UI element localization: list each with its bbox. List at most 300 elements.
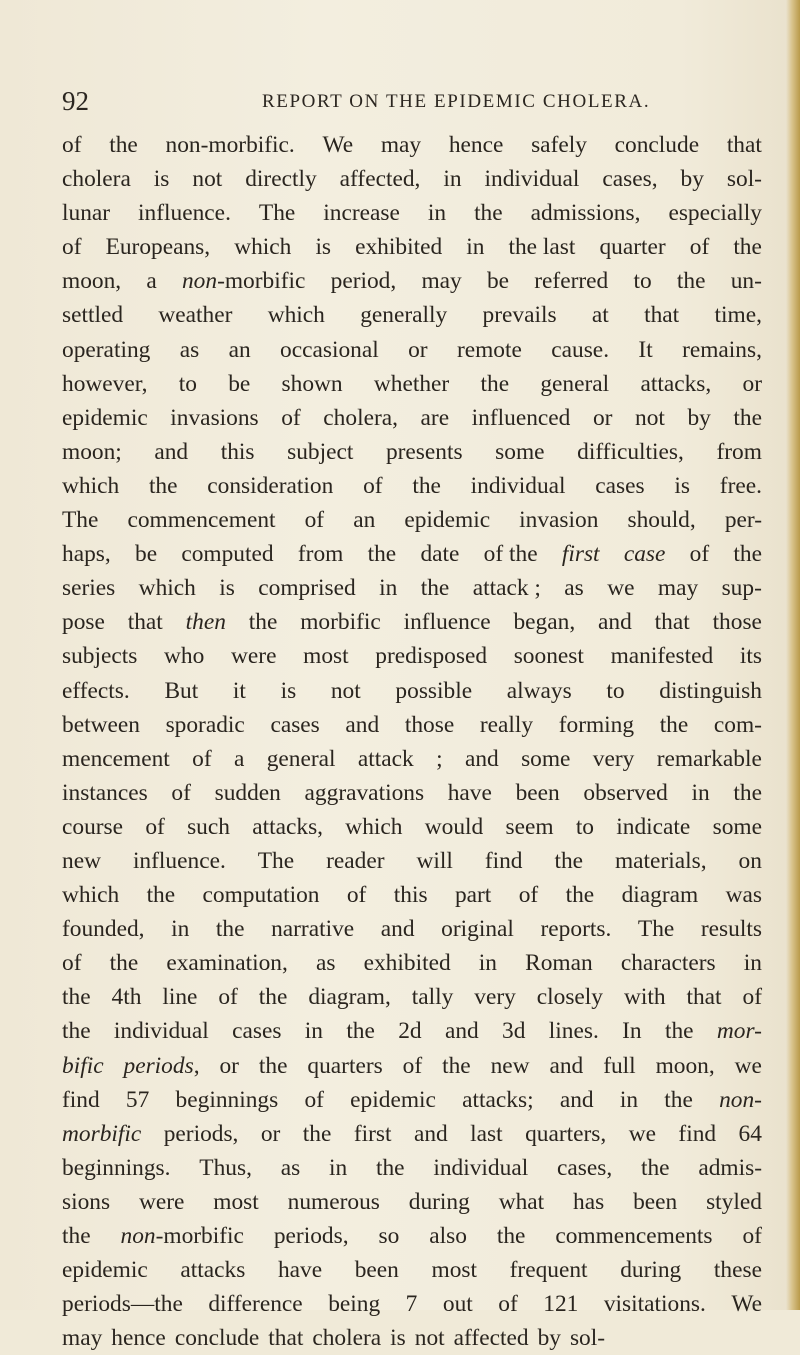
text-line [62, 401, 762, 435]
word: find [678, 1120, 717, 1147]
word: in [466, 234, 485, 261]
word: some [495, 438, 545, 465]
word: conclude [174, 1325, 260, 1352]
word: invasions [170, 404, 259, 431]
word: it [232, 677, 246, 704]
text-line [62, 1083, 762, 1117]
word: haps, [62, 541, 111, 568]
word: as [179, 336, 200, 363]
word: was [725, 882, 762, 909]
word: this [393, 882, 428, 909]
text-line [62, 776, 762, 810]
word: admissions, [530, 200, 641, 227]
word: settled [62, 302, 124, 329]
word: diagram [621, 882, 699, 909]
word: especially [668, 200, 762, 227]
word: beginnings [175, 1086, 279, 1113]
word: lunar [62, 200, 111, 227]
word: in [304, 1018, 323, 1045]
word: or [219, 1052, 239, 1079]
word: who [164, 643, 205, 670]
word: epidemic [350, 1086, 436, 1113]
word: non-morbific. [165, 132, 295, 158]
word: sol- [726, 166, 762, 193]
page-number: 92 [62, 86, 89, 116]
word: periods—the [62, 1291, 183, 1318]
word: pose [62, 609, 105, 636]
word: quarter [599, 234, 666, 261]
text-line [62, 1253, 762, 1287]
word: in [329, 1154, 348, 1181]
word: original [441, 916, 514, 943]
word: always [506, 677, 572, 704]
word: not [635, 404, 665, 431]
word: its [739, 643, 762, 670]
word: the [442, 1052, 471, 1079]
word: been [354, 1257, 399, 1284]
word: of [402, 1052, 423, 1079]
word: during [620, 1257, 682, 1284]
text-line [62, 469, 762, 503]
word: The [637, 916, 675, 943]
word: which [138, 575, 196, 602]
word: numerous [287, 1188, 380, 1215]
word: the last [508, 234, 576, 261]
word: cases [270, 711, 320, 738]
word: It [638, 336, 653, 363]
text-line [62, 912, 762, 946]
word: are [420, 404, 450, 431]
text-line [62, 537, 762, 571]
word: of the [483, 541, 538, 568]
word: lines. [548, 1018, 599, 1045]
word: during [408, 1188, 470, 1215]
word: the [109, 950, 139, 977]
word: presents [385, 438, 463, 465]
word: is [315, 234, 332, 261]
word: should, [627, 507, 696, 534]
word: the [676, 268, 706, 295]
word: conclude [614, 132, 700, 158]
word: of [346, 882, 367, 909]
word: the [258, 984, 288, 1011]
word: last [470, 1120, 503, 1147]
word: the [346, 1018, 375, 1045]
word: whether [373, 370, 450, 397]
word: cases, [602, 166, 658, 193]
word: of [689, 541, 710, 568]
word: founded, [62, 916, 145, 943]
word: attacks, [640, 370, 712, 397]
word: Europeans, [105, 234, 211, 261]
word: the [496, 1223, 526, 1249]
word: were [138, 1188, 185, 1215]
word: has [573, 1188, 605, 1215]
word: we [628, 1120, 656, 1147]
word: may [657, 575, 699, 602]
text-line [62, 367, 762, 401]
word: materials, [614, 847, 707, 874]
word: predisposed [375, 643, 488, 670]
word: most [431, 1257, 477, 1284]
word: of [742, 1223, 762, 1249]
word: In [622, 1018, 642, 1045]
word: in [427, 200, 447, 227]
word: 4th [111, 984, 142, 1011]
word: first [561, 541, 600, 568]
word: commencement [127, 507, 276, 534]
text-line [62, 264, 762, 298]
word: seem [505, 813, 554, 840]
word: been [515, 779, 560, 806]
text-line [62, 980, 762, 1014]
word: we [734, 1052, 762, 1079]
word: un- [730, 268, 762, 295]
word: of [304, 1086, 324, 1113]
word: free. [719, 472, 762, 499]
word: a [234, 745, 245, 772]
word: date [420, 541, 460, 568]
word: not [330, 677, 361, 704]
word: the [248, 609, 278, 636]
word: the [146, 882, 176, 909]
word: some [712, 813, 762, 840]
word: may [380, 132, 422, 158]
word: styled [706, 1188, 762, 1215]
word: safely [531, 132, 587, 158]
body-text [62, 128, 762, 1355]
page-edge-shadow [786, 0, 800, 1310]
word: the [733, 404, 762, 431]
word: attacks; [462, 1086, 534, 1113]
word: the [302, 1120, 332, 1147]
word: 7 [405, 1291, 418, 1318]
word: closely [536, 984, 604, 1011]
word: exhibited [355, 234, 443, 261]
text-line [62, 128, 762, 162]
word: the [664, 1018, 694, 1045]
word: being [328, 1291, 381, 1318]
word: those [712, 609, 762, 636]
word: that [644, 302, 680, 329]
word: periods, [273, 1223, 349, 1249]
word: this [220, 438, 255, 465]
word: of [145, 813, 165, 840]
word: be [486, 268, 510, 295]
text-line [62, 1321, 762, 1355]
word: moon, [655, 1052, 715, 1079]
word: attacks [180, 1257, 246, 1284]
word: The [257, 847, 295, 874]
word: period, [330, 268, 397, 295]
word: bific [62, 1052, 104, 1079]
word: will [416, 847, 453, 874]
word: not [192, 166, 223, 193]
word: the [733, 234, 762, 261]
text-line [62, 878, 762, 912]
word: com- [713, 711, 762, 738]
word: referred [534, 268, 609, 295]
word: commencements [555, 1223, 713, 1249]
word: however, [62, 370, 148, 397]
word: cases [232, 1018, 282, 1045]
word: in [171, 916, 190, 943]
word: is [219, 575, 235, 602]
text-line [62, 571, 762, 605]
page-header [0, 86, 800, 116]
word: epidemic [62, 404, 148, 431]
text-line [62, 196, 762, 230]
word: general [540, 370, 610, 397]
word: of [498, 1291, 518, 1318]
word: that [686, 984, 722, 1011]
word: The [62, 507, 99, 534]
word: affected [453, 1325, 529, 1352]
word: of [304, 507, 325, 534]
word: 121 [543, 1291, 579, 1318]
word: frequent [509, 1257, 588, 1284]
word: of [218, 984, 238, 1011]
text-line [62, 946, 762, 980]
word: hence [111, 1325, 166, 1352]
word: Roman [525, 950, 593, 977]
word: ; [436, 745, 443, 772]
word: and [154, 438, 189, 465]
word: that [268, 1325, 304, 1352]
word: results [700, 916, 762, 943]
word: by [680, 166, 704, 193]
word: cases, [556, 1154, 613, 1181]
word: examination, [166, 950, 288, 977]
text-line [62, 435, 762, 469]
word: the [62, 984, 91, 1011]
word: which [62, 472, 120, 499]
word: of [62, 132, 82, 158]
word: remains, [682, 336, 762, 363]
word: have [277, 1257, 323, 1284]
word: epidemic [62, 1257, 148, 1284]
word: and [559, 1086, 594, 1113]
word: the [659, 711, 689, 738]
word: non-morbific [120, 1223, 244, 1249]
word: generally [360, 302, 448, 329]
word: individual [113, 1018, 209, 1045]
word: cause. [551, 336, 610, 363]
word: then [185, 609, 226, 636]
word: cholera [312, 1325, 382, 1352]
word: moon, [62, 268, 122, 295]
word: as [280, 1154, 301, 1181]
word: some [521, 745, 571, 772]
word: the [367, 541, 397, 568]
word: increase [323, 200, 400, 227]
word: of [742, 984, 762, 1011]
word: in [478, 950, 497, 977]
word: in [443, 166, 462, 193]
word: computation [202, 882, 320, 909]
word: the [640, 1154, 670, 1181]
word: influence. [132, 847, 226, 874]
word: is [153, 166, 170, 193]
word: in [691, 779, 710, 806]
word: and [549, 1052, 584, 1079]
word: computed [181, 541, 274, 568]
word: time, [714, 302, 762, 329]
text-line [62, 1151, 762, 1185]
word: the [109, 132, 138, 158]
word: narrative [271, 916, 355, 943]
word: characters [620, 950, 716, 977]
word: tally [411, 984, 454, 1011]
word: be [228, 370, 251, 397]
word: reader [326, 847, 385, 874]
word: influence [403, 609, 491, 636]
word: cholera, [323, 404, 398, 431]
word: and [380, 916, 415, 943]
word: the [664, 1086, 693, 1113]
word: difference [208, 1291, 303, 1318]
word: weather [158, 302, 233, 329]
word: We [322, 132, 354, 158]
word: non-morbific [181, 268, 306, 295]
word: sudden [214, 779, 281, 806]
word: attack ; [472, 575, 541, 602]
word: which [234, 234, 292, 261]
word: that [726, 132, 762, 158]
word: of [171, 779, 191, 806]
word: to [178, 370, 197, 397]
word: the [480, 370, 510, 397]
word: subject [287, 438, 354, 465]
word: shown [281, 370, 343, 397]
word: very [592, 745, 635, 772]
word: the [258, 1052, 288, 1079]
word: began, [513, 609, 576, 636]
text-line [62, 230, 762, 264]
word: part [454, 882, 492, 909]
text-line [62, 503, 762, 537]
word: also [429, 1223, 467, 1249]
word: those [404, 711, 455, 738]
word: really [479, 711, 534, 738]
word: attack [357, 745, 414, 772]
word: at [591, 302, 609, 329]
word: of [689, 234, 710, 261]
word: of [363, 472, 383, 499]
word: admis- [698, 1154, 762, 1181]
word: beginnings. [62, 1154, 171, 1181]
word: or [742, 370, 762, 397]
word: is [390, 1325, 406, 1352]
word: sup- [721, 575, 762, 602]
word: We [731, 1291, 762, 1318]
word: Thus, [199, 1154, 252, 1181]
word: and [345, 711, 380, 738]
word: influence. [138, 200, 231, 227]
word: to [575, 813, 595, 840]
word: directly [245, 166, 317, 193]
word: and [464, 745, 499, 772]
word: that [127, 609, 163, 636]
word: the [375, 1154, 405, 1181]
word: consideration [207, 472, 334, 499]
word: in [619, 1086, 639, 1113]
word: morbific [300, 609, 381, 636]
text-line [62, 810, 762, 844]
word: and [598, 609, 632, 636]
word: the [420, 575, 450, 602]
text-line [62, 1014, 762, 1048]
text-line [62, 1049, 762, 1083]
word: cholera [62, 166, 131, 193]
word: indicate [616, 813, 691, 840]
word: of [62, 234, 82, 261]
word: course [62, 813, 124, 840]
word: of [281, 404, 301, 431]
word: The [258, 200, 296, 227]
word: is [280, 677, 297, 704]
word: 3d [502, 1018, 526, 1045]
word: what [498, 1188, 545, 1215]
word: so [378, 1223, 400, 1249]
word: operating [62, 336, 151, 363]
word: hence [448, 132, 504, 158]
word: invasion [519, 507, 599, 534]
text-line [62, 162, 762, 196]
text-line [62, 298, 762, 332]
word: have [447, 779, 492, 806]
word: morbific [62, 1120, 142, 1147]
word: we [607, 575, 635, 602]
text-line [62, 1185, 762, 1219]
word: individual [470, 472, 566, 499]
word: per- [724, 507, 762, 534]
word: may [62, 1325, 103, 1352]
word: moon; [62, 438, 122, 465]
word: and [413, 1120, 448, 1147]
word: most [303, 643, 349, 670]
word: from [716, 438, 762, 465]
word: remarkable [656, 745, 762, 772]
word: full [603, 1052, 636, 1079]
word: find [484, 847, 523, 874]
text-line [62, 333, 762, 367]
text-line [62, 844, 762, 878]
word: the [733, 541, 762, 568]
word: find [62, 1086, 100, 1113]
word: 57 [125, 1086, 150, 1113]
text-line [62, 742, 762, 776]
word: or [260, 1120, 281, 1147]
word: exhibited [363, 950, 451, 977]
word: been [633, 1188, 678, 1215]
text-line [62, 639, 762, 673]
word: reports. [540, 916, 612, 943]
word: as [315, 950, 336, 977]
word: to [633, 268, 652, 295]
word: prevails [482, 302, 557, 329]
word: sporadic [165, 711, 245, 738]
word: the [62, 1223, 91, 1249]
word: by [537, 1325, 561, 1352]
word: non- [719, 1086, 762, 1113]
word: is [674, 472, 691, 499]
word: comprised [258, 575, 356, 602]
word: instances [62, 779, 148, 806]
word: were [231, 643, 277, 670]
word: attacks, [252, 813, 324, 840]
word: an [228, 336, 251, 363]
